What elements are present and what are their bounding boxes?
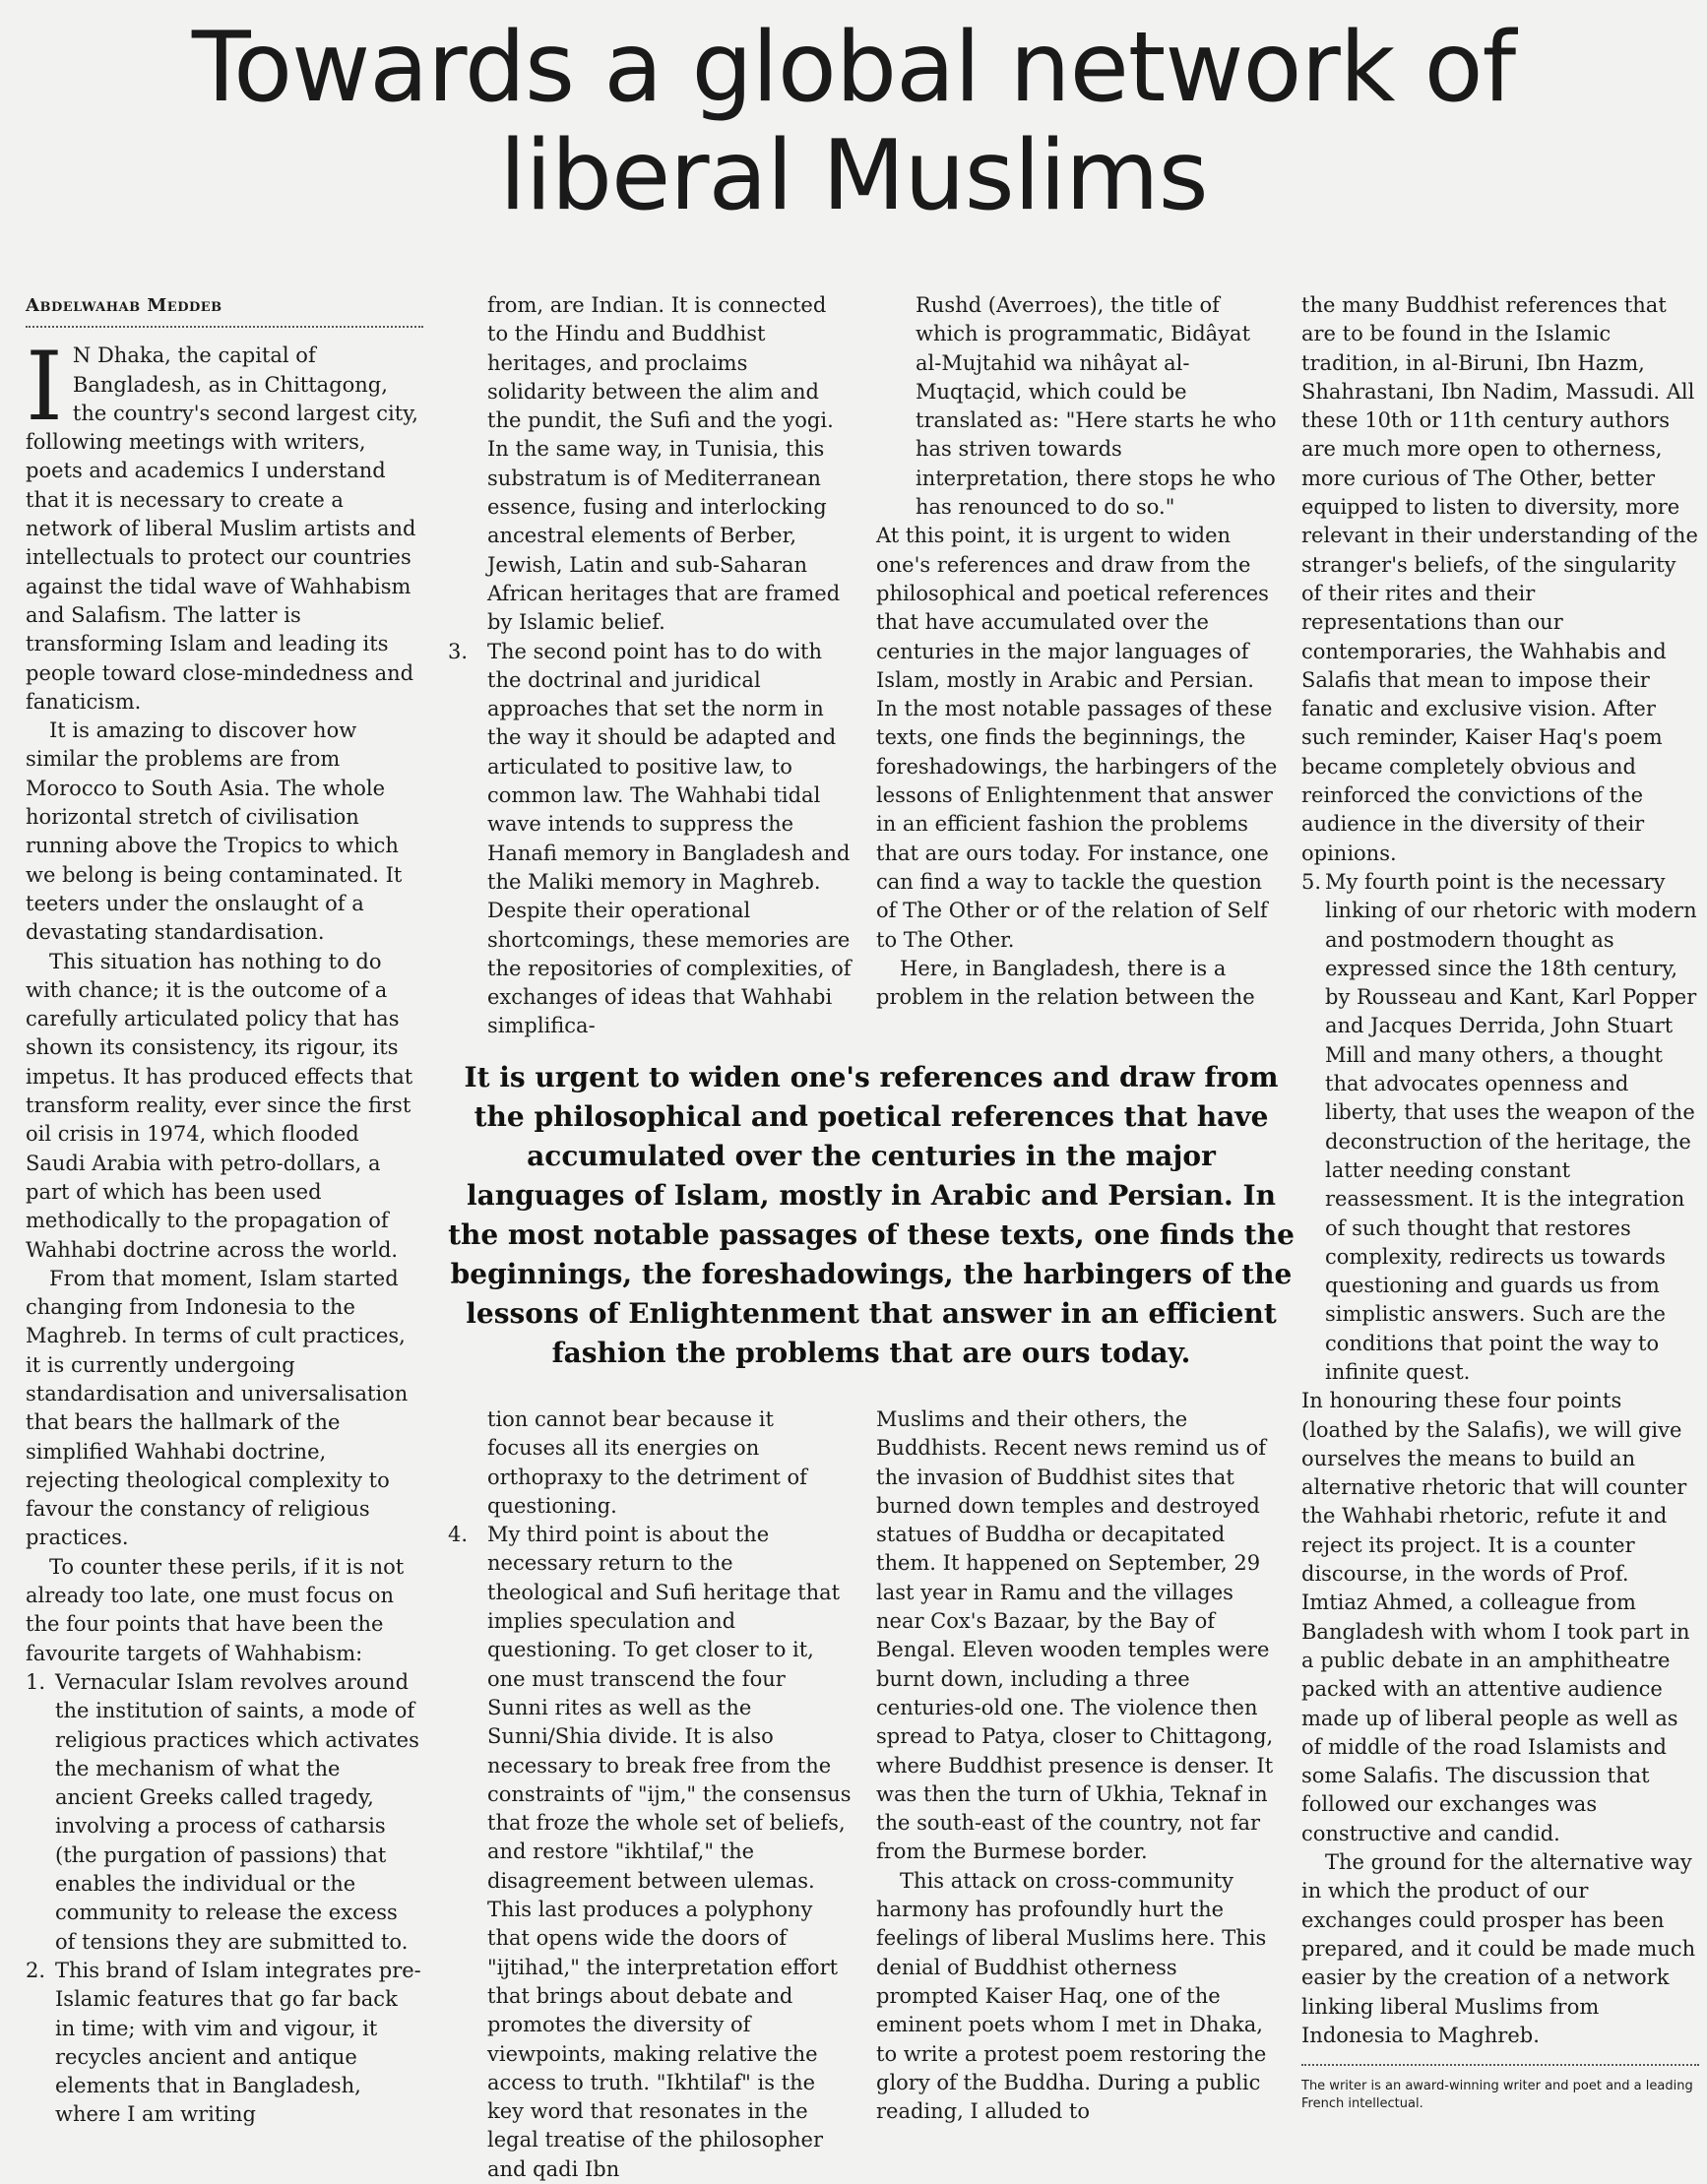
paragraph: From that moment, Islam started changing from Indonesia to the Maghreb. In terms of cult practices, it is currently undergoing standardisation and universalisation that bears the hallmark of the simplified Wahhabi doctrine, rejecting theological complexity to favour the constancy of religious practices. (26, 1266, 409, 1550)
paragraph: the many Buddhist references that are to be found in the Islamic tradition, in al-Biruni, Ibn Hazm, Shahrastani, Ibn Nadim, Massudi. All these 10th or 11th century authors are much more open to otherness, more curious of The Other, better equipped to listen to diversity, more relevant in their understanding of the stranger's beliefs, of the singularity of their rites and their representations than our contemporaries, the Wahhabis and Salafis that mean to impose their fanatic and exclusive vision. After such reminder, Kaiser Haq's poem became completely obvious and reinforced the convictions of the audience in the diversity of their opinions. (1301, 293, 1698, 865)
list-text: My third point is about the necessary return to the theological and Sufi heritage that implies speculation and questioning. To get closer to it, one must transcend the four Sunni rites as well as the Sunni/Shia divide. It is also necessary to break free from the constraints of "ijm," the consensus that froze the whole set of beliefs, and restore "ikhtilaf," the disagreement between ulemas. This last produces a polyphony that opens wide the doors of "ijtihad," the interpretation effort that brings about debate and promotes the diversity of viewpoints, making relative the access to truth. "Ikhtilaf" is the key word that resonates in the legal treatise of the philosopher and qadi Ibn (487, 1523, 852, 2181)
headline (0, 14, 1707, 230)
list-number: 2. (26, 1958, 46, 1982)
headline-line-2: liberal Muslims (499, 120, 1208, 232)
byline: Abdelwahab Meddeb (26, 295, 222, 316)
paragraph: The ground for the alternative way in which the product of our exchanges could prosper has been prepared, and it could be made much easier by the creation of a network linking liberal Muslims from Indonesia to Maghreb. (1301, 1850, 1696, 2047)
paragraph: At this point, it is urgent to widen one's references and draw from the philosophical and poetical references that have accumulated over the centuries in the major languages of Islam, mostly in Arabic and Persian. In the most notable passages of these texts, one finds the beginnings, the foreshadowings, the harbingers of the lessons of Enlightenment that answer in an efficient fashion the problems that are ours today. For instance, one can find a way to tackle the question of The Other or of the relation of Self to The Other. (876, 524, 1278, 952)
paragraph: This attack on cross-community harmony has profoundly hurt the feelings of liberal Muslims here. This denial of Buddhist otherness prompted Kaiser Haq, one of the eminent poets whom I met in Dhaka, to write a protest poem restoring the glory of the Buddha. During a public reading, I alluded to (876, 1868, 1267, 2124)
list-number: 1. (26, 1669, 46, 1694)
paragraph: from, are Indian. It is connected to the Hindu and Buddhist heritages, and proclaims solidarity between the alim and the pundit, the Sufi and the yogi. In the same way, in Tunisia, this substratum is of Mediterranean essence, fusing and interlocking ancestral elements of Berber, Jewish, Latin and sub-Saharan African heritages that are framed by Islamic belief. (487, 293, 841, 635)
list-item (26, 1957, 423, 2130)
column-4 (1301, 291, 1699, 2113)
credit-divider (1301, 2064, 1699, 2066)
column-2-top (448, 291, 852, 1041)
paragraph: Rushd (Averroes), the title of which is programmatic, Bidâyat al-Mujtahid wa nihâyat al-Muqtaçid, which could be translated as: "Here starts he who has striven towards interpretation, there stops he who has renounced to do so." (916, 293, 1277, 520)
byline-divider (26, 326, 423, 328)
column-3-top (876, 291, 1280, 1012)
drop-cap: I (26, 332, 63, 443)
list-number: 5. (1301, 869, 1322, 894)
paragraph: It is amazing to discover how similar the problems are from Morocco to South Asia. The whole horizontal stretch of civilisation running above the Tropics to which we belong is being contaminated. It teeters under the onslaught of a devastating standardisation. (26, 718, 403, 945)
list-text: This brand of Islam integrates pre-Islamic features that go far back in time; with vim and vigour, it recycles ancient and antique elements that in Bangladesh, where I am writing (55, 1958, 421, 2127)
list-item (26, 1668, 423, 1957)
list-item (1301, 868, 1699, 1387)
list-text: The second point has to do with the doctrinal and juridical approaches that set the norm in the way it should be adapted and articulated to positive law, to common law. The Wahhabi tidal wave intends to suppress the Hanafi memory in Bangladesh and the Maliki memory in Maghreb. Despite their operational shortcomings, these memories are the repositories of complexities, of exchanges of ideas that Wahhabi simplifica- (487, 639, 852, 1038)
paragraph-text: N Dhaka, the capital of Bangladesh, as in Chittagong, the country's second largest city, following meetings with writers, poets and academics I understand that it is necessary to create a network of liberal Muslim artists and intellectuals to protect our countries against the tidal wave of Wahhabism and Salafism. The latter is transforming Islam and leading its people toward close-mindedness and fanaticism. (26, 343, 418, 714)
list-item (448, 1521, 852, 2184)
list-text: Vernacular Islam revolves around the institution of saints, a mode of religious practices which activates the mechanism of what the ancient Greeks called tragedy, involving a process of catharsis (the purgation of passions) that enables the individual or the community to release the excess of tensions they are submitted to. (55, 1669, 419, 1954)
list-number: 4. (448, 1523, 469, 1547)
column-2-bottom (448, 1405, 852, 2184)
paragraph: Muslims and their others, the Buddhists. Recent news remind us of the invasion of Buddhist sites that burned down temples and destroyed statues of Buddha or decapitated them. It happened on September, 29 last year in Ramu and the villages near Cox's Bazaar, by the Bay of Bengal. Eleven wooden temples were burnt down, including a three centuries-old one. The violence then spread to Patya, closer to Chittagong, where Buddhist presence is denser. It was then the turn of Ukhia, Teknaf in the south-east of the country, not far from the Burmese border. (876, 1407, 1274, 1864)
paragraph: To counter these perils, if it is not already too late, one must focus on the four points that have been the favourite targets of Wahhabism: (26, 1554, 405, 1665)
paragraph: In honouring these four points (loathed by the Salafis), we will give ourselves the means to build an alternative rhetoric that will counter the Wahhabi rhetoric, refute it and reject its project. It is a counter discourse, in the words of Prof. Imtiaz Ahmed, a colleague from Bangladesh with whom I took part in a public debate in an amphitheatre packed with an attentive audience made up of liberal people as well as of middle of the road Islamists and some Salafis. The discussion that followed our exchanges was constructive and candid. (1301, 1389, 1690, 1845)
pull-quote: It is urgent to widen one's references and draw from the philosophical and poetical references that have accumulated over the centuries in the major languages of Islam, mostly in Arabic and Persian. In the most notable passages of these texts, one finds the beginnings, the foreshadowings, the harbingers of the lessons of Enlightenment that answer in an efficient fashion the problems that are ours today. (448, 1061, 1295, 1369)
paragraph (26, 332, 423, 717)
paragraph: Here, in Bangladesh, there is a problem in the relation between the (876, 956, 1255, 1010)
column-3-bottom (876, 1405, 1280, 2126)
list-number: 3. (448, 639, 469, 663)
paragraph: tion cannot bear because it focuses all its energies on orthopraxy to the detriment of questioning. (487, 1407, 807, 1518)
headline-line-1: Towards a global network of (191, 12, 1516, 124)
paragraph: This situation has nothing to do with chance; it is the outcome of a carefully articulated policy that has shown its consistency, its rigour, its impetus. It has produced effects that transform reality, ever since the first oil crisis in 1974, which flooded Saudi Arabia with petro-dollars, a part of which has been used methodically to the propagation of Wahhabi doctrine across the world. (26, 949, 413, 1262)
list-item (448, 638, 852, 1041)
author-credit: The writer is an award-winning writer and poet and a leading French intellectual. (1301, 2079, 1693, 2112)
list-text: My fourth point is the necessary linking of our rhetoric with modern and postmodern thought as expressed since the 18th century, by Rousseau and Kant, Karl Popper and Jacques Derrida, John Stuart Mill and many others, a thought that advocates openness and liberty, that uses the weapon of the deconstruction of the heritage, the latter needing constant reassessment. It is the integration of such thought that restores complexity, redirects us towards questioning and guards us from simplistic answers. Such are the conditions that point the way to infinite quest. (1325, 869, 1697, 1384)
column-1 (26, 291, 423, 2130)
